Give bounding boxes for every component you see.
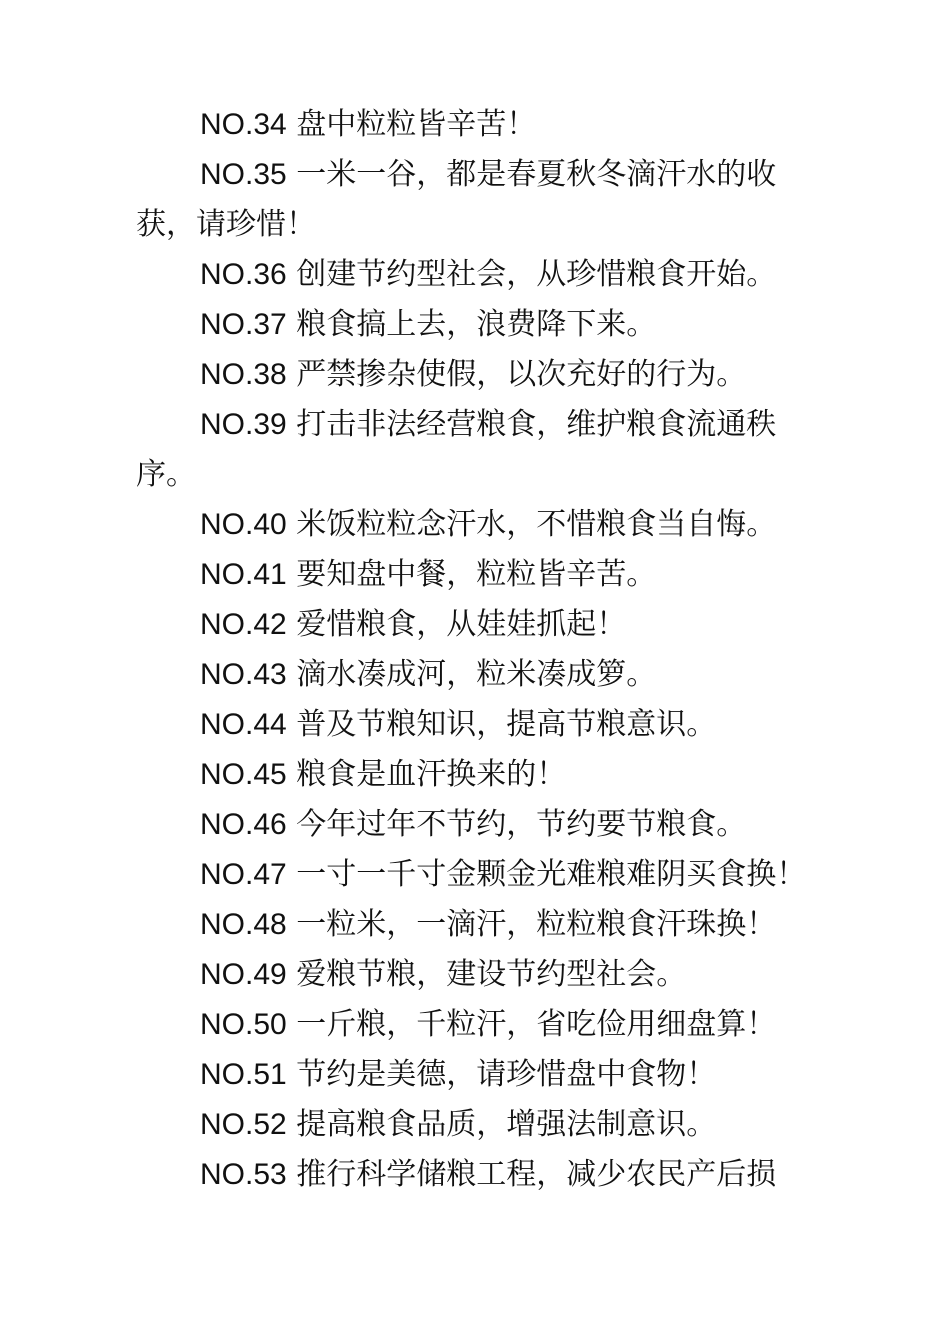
slogan-paragraph xyxy=(136,650,808,700)
slogan-text: 一寸一千寸金颗金光难粮难阴买食换！ xyxy=(296,857,807,892)
slogan-number: NO.35 xyxy=(200,158,287,191)
slogan-paragraph xyxy=(136,1050,808,1100)
slogan-number: NO.36 xyxy=(200,258,287,291)
slogan-number: NO.39 xyxy=(200,408,287,441)
slogan-number: NO.47 xyxy=(200,858,287,891)
slogan-paragraph xyxy=(136,100,808,150)
slogan-paragraph xyxy=(136,700,808,750)
slogan-text: 一斤粮，千粒汗，省吃俭用细盘算！ xyxy=(296,1007,777,1042)
slogan-text: 粮食是血汗换来的！ xyxy=(296,757,567,792)
slogan-text: 今年过年不节约，节约要节粮食。 xyxy=(296,807,747,842)
slogan-number: NO.50 xyxy=(200,1008,287,1041)
slogan-list xyxy=(136,100,808,1200)
slogan-paragraph xyxy=(136,800,808,850)
slogan-number: NO.37 xyxy=(200,308,287,341)
slogan-text: 一米一谷，都是春夏秋冬滴汗水的收获，请珍惜！ xyxy=(136,157,777,242)
slogan-paragraph xyxy=(136,600,808,650)
slogan-paragraph xyxy=(136,300,808,350)
slogan-text: 普及节粮知识，提高节粮意识。 xyxy=(296,707,717,742)
slogan-text: 滴水凑成河，粒米凑成箩。 xyxy=(296,657,657,692)
slogan-text: 盘中粒粒皆辛苦！ xyxy=(296,107,537,142)
slogan-number: NO.40 xyxy=(200,508,287,541)
slogan-number: NO.34 xyxy=(200,108,287,141)
slogan-number: NO.49 xyxy=(200,958,287,991)
slogan-number: NO.45 xyxy=(200,758,287,791)
slogan-number: NO.46 xyxy=(200,808,287,841)
slogan-text: 严禁掺杂使假，以次充好的行为。 xyxy=(296,357,747,392)
slogan-number: NO.44 xyxy=(200,708,287,741)
slogan-number: NO.43 xyxy=(200,658,287,691)
slogan-text: 提高粮食品质，增强法制意识。 xyxy=(296,1107,717,1142)
slogan-text: 推行科学储粮工程，减少农民产后损 xyxy=(296,1157,777,1192)
slogan-number: NO.42 xyxy=(200,608,287,641)
slogan-paragraph xyxy=(136,1150,808,1200)
slogan-paragraph xyxy=(136,550,808,600)
slogan-paragraph xyxy=(136,900,808,950)
slogan-paragraph xyxy=(136,400,808,500)
slogan-text: 米饭粒粒念汗水，不惜粮食当自悔。 xyxy=(296,507,777,542)
slogan-text: 爱粮节粮，建设节约型社会。 xyxy=(296,957,687,992)
slogan-paragraph xyxy=(136,1000,808,1050)
slogan-text: 要知盘中餐，粒粒皆辛苦。 xyxy=(296,557,657,592)
slogan-text: 粮食搞上去，浪费降下来。 xyxy=(296,307,657,342)
slogan-text: 节约是美德，请珍惜盘中食物！ xyxy=(296,1057,717,1092)
slogan-paragraph xyxy=(136,350,808,400)
slogan-paragraph xyxy=(136,150,808,250)
slogan-paragraph xyxy=(136,500,808,550)
slogan-number: NO.52 xyxy=(200,1108,287,1141)
slogan-text: 一粒米，一滴汗，粒粒粮食汗珠换！ xyxy=(296,907,777,942)
slogan-number: NO.38 xyxy=(200,358,287,391)
slogan-number: NO.41 xyxy=(200,558,287,591)
slogan-paragraph xyxy=(136,850,808,900)
slogan-paragraph xyxy=(136,750,808,800)
slogan-text: 创建节约型社会，从珍惜粮食开始。 xyxy=(296,257,777,292)
slogan-paragraph xyxy=(136,1100,808,1150)
slogan-number: NO.48 xyxy=(200,908,287,941)
slogan-text: 爱惜粮食，从娃娃抓起！ xyxy=(296,607,627,642)
slogan-number: NO.51 xyxy=(200,1058,287,1091)
slogan-text: 打击非法经营粮食，维护粮食流通秩序。 xyxy=(136,407,777,492)
slogan-paragraph xyxy=(136,950,808,1000)
slogan-paragraph xyxy=(136,250,808,300)
slogan-number: NO.53 xyxy=(200,1158,287,1191)
